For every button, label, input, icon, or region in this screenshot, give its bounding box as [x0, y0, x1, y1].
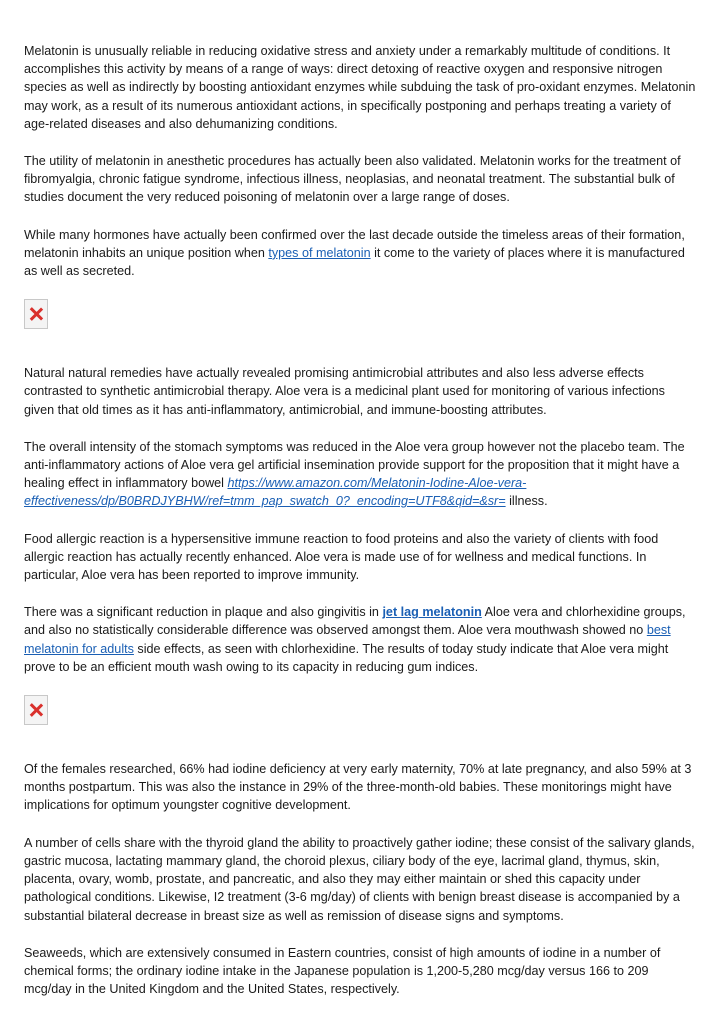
paragraph: Of the females researched, 66% had iodine deficiency at very early maternity, 70% at late pregnancy, and also 59% at 3 months postpartum. This was also the instance in 29% of the three-month-old babies. These monitorings might have implications for optimum youngster cognitive development.: [24, 762, 692, 813]
paragraph: [24, 603, 698, 676]
close-x-icon: [29, 307, 43, 321]
paragraph: A number of cells share with the thyroid gland the ability to proactively gather iodine; these consist of the salivary glands, gastric mucosa, lactating mammary gland, the choroid plexus, ciliary body of the eye, lacrimal gland, thymus, skin, placenta, ovary, womb, prostate, and pancreatic, and also they may either maintain or shed this capacity under pathological conditions. Likewise, I2 treatment (3-6 mg/day) of clients with benign breast disease is accompanied by a substantial bilateral decrease in breast size as well as remission of disease signs and symptoms.: [24, 835, 695, 923]
broken-image-icon: [24, 299, 48, 329]
paragraph-text: illness.: [505, 494, 548, 509]
types-of-melatonin-link[interactable]: types of melatonin: [268, 245, 371, 260]
paragraph: [24, 226, 698, 281]
jet-lag-melatonin-link[interactable]: jet lag melatonin: [382, 605, 482, 620]
paragraph-text: While many hormones have actually been confirmed over the last decade outside the timeless areas of their formation, melatonin inhabits an unique position when: [24, 227, 685, 260]
close-x-icon: [29, 703, 43, 717]
broken-image-icon: [24, 695, 48, 725]
paragraph-text: The overall intensity of the stomach symptoms was reduced in the Aloe vera group however not the placebo team. The anti-inflammatory actions of Aloe vera gel artificial insemination provide support for the proposition that it might have a healing effect in inflammatory bowel: [24, 439, 685, 491]
paragraph: Natural natural remedies have actually revealed promising antimicrobial attributes and also less adverse effects contrasted to synthetic antimicrobial therapy. Aloe vera is a medicinal plant used for monitoring of various infections given that old times as it has anti-inflammatory, antimicrobial, and immune-boosting attributes.: [24, 366, 665, 417]
paragraph: Melatonin is unusually reliable in reducing oxidative stress and anxiety under a remarkably multitude of conditions. It accomplishes this activity by means of a range of ways: direct detoxing of reactive oxygen and responsive nitrogen species as well as indirectly by boosting antioxidant enzymes while subduing the task of pro-oxidant enzymes. Melatonin may work, as a result of its numerous antioxidant actions, in specifically postponing and perhaps treating a variety of age-related diseases and also dehumanizing conditions.: [24, 44, 696, 131]
amazon-product-link[interactable]: https://www.amazon.com/Melatonin-Iodine-Aloe-vera-effectiveness/dp/B0BRDJYBHW/ref=tmm_pap_swatch_0?_encoding=UTF8&qid=&sr=: [24, 476, 527, 509]
paragraph: Food allergic reaction is a hypersensitive immune reaction to food proteins and also the variety of clients with food allergic reaction has actually recently enhanced. Aloe vera is made use of for wellness and medical functions. In particular, Aloe vera has been reported to improve immunity.: [24, 531, 659, 583]
paragraph-text: it come to the variety of places where it is manufactured as well as secreted.: [24, 245, 685, 279]
paragraph: Seaweeds, which are extensively consumed in Eastern countries, consist of high amounts of iodine in a number of chemical forms; the ordinary iodine intake in the Japanese population is 1,200-5,280 mcg/day versus 166 to 209 mcg/day in the United Kingdom and the United States, respectively.: [24, 945, 661, 997]
article-body: [24, 42, 698, 1017]
paragraph: The utility of melatonin in anesthetic procedures has actually been also validated. Melatonin works for the treatment of fibromyalgia, chronic fatigue syndrome, infectious illness, neoplasias, and neonatal treatment. The substantial bulk of studies document the very reduced poisoning of melatonin over a large range of doses.: [24, 154, 681, 205]
paragraph-text: There was a significant reduction in plaque and also gingivitis in: [24, 605, 383, 620]
paragraph-text: side effects, as seen with chlorhexidine. The results of today study indicate that Aloe vera might prove to be an efficient mouth wash owing to its capacity in reducing gum indices.: [24, 641, 669, 674]
paragraph-text: Aloe vera and chlorhexidine groups, and also no statistically considerable difference was observed amongst them. Aloe vera mouthwash showed no: [24, 605, 686, 638]
paragraph: [24, 438, 698, 511]
best-melatonin-for-adults-link[interactable]: best melatonin for adults: [24, 623, 671, 656]
